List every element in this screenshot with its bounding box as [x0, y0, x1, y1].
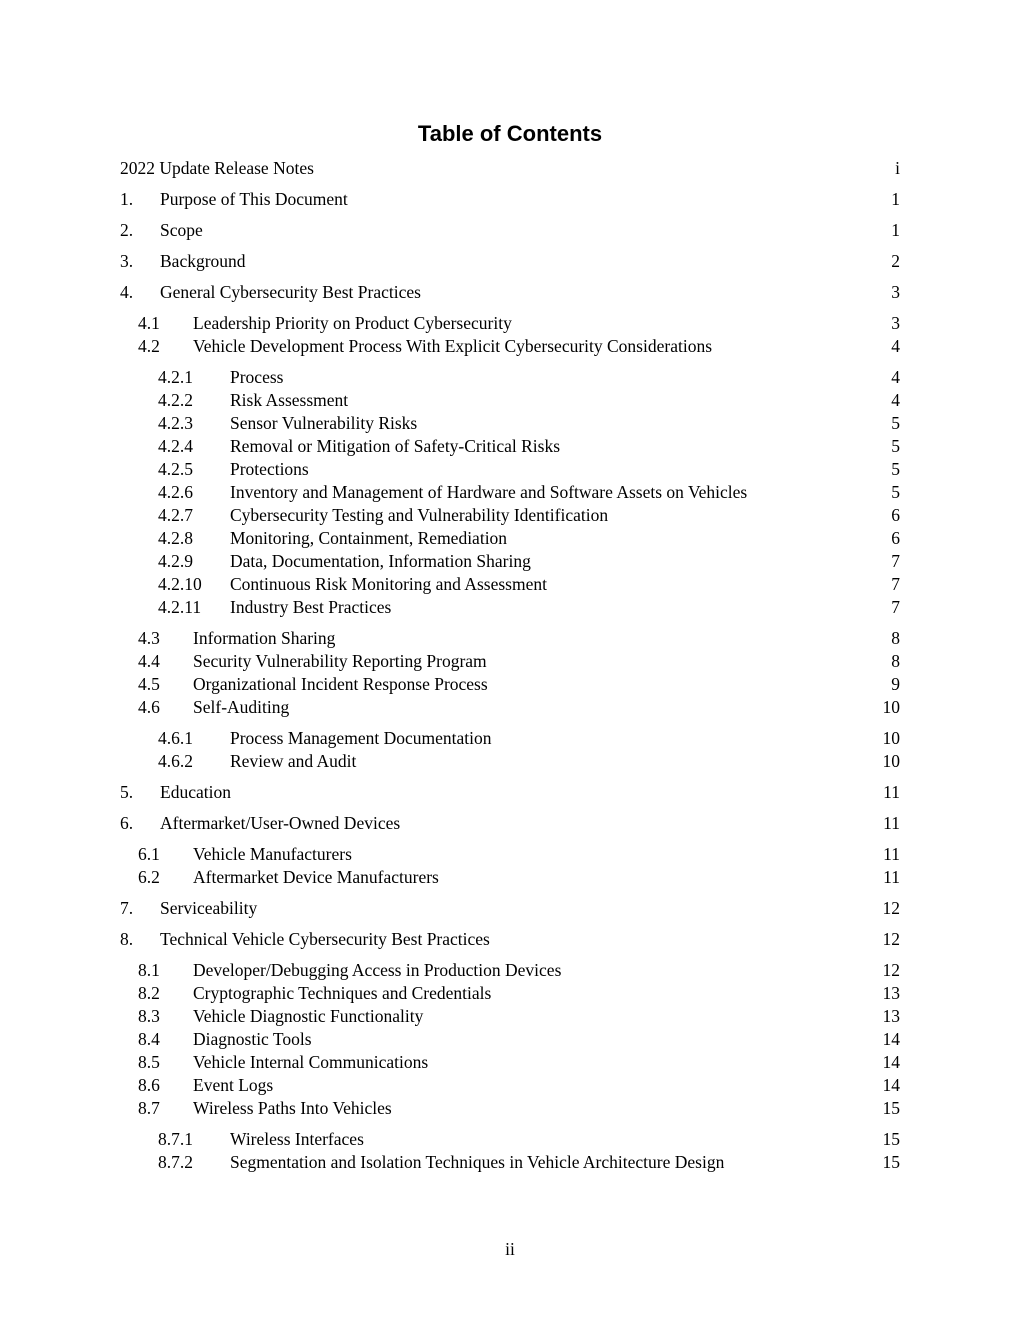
toc-entry-title: Vehicle Diagnostic Functionality	[193, 1006, 424, 1026]
toc-entry-number: 7.	[120, 898, 134, 918]
toc-entry[interactable]	[120, 1074, 900, 1097]
toc-entry-number: 4.5	[138, 674, 160, 694]
toc-entry-page: 7	[891, 574, 900, 594]
toc-entry-title: 2022 Update Release Notes	[120, 158, 314, 178]
toc-entry[interactable]	[120, 335, 900, 358]
toc-entry-title: General Cybersecurity Best Practices	[160, 282, 421, 302]
toc-entry-title: Serviceability	[160, 898, 258, 918]
toc-entry[interactable]	[120, 627, 900, 650]
toc-entry[interactable]	[120, 504, 900, 527]
toc-entry-page: 12	[882, 960, 900, 980]
toc-entry-title: Scope	[160, 220, 203, 240]
toc-entry[interactable]	[120, 435, 900, 458]
toc-entry-number: 8.7.1	[158, 1129, 193, 1149]
toc-entry-number: 4.2.11	[158, 597, 202, 617]
toc-entry-page: 14	[882, 1075, 900, 1095]
toc-entry[interactable]	[120, 312, 900, 335]
toc-entry[interactable]	[120, 157, 900, 180]
toc-entry-number: 3.	[120, 251, 134, 271]
toc-entry-page: 4	[891, 367, 900, 387]
toc-entry-title: Self-Auditing	[193, 697, 290, 717]
toc-entry[interactable]	[120, 219, 900, 242]
toc-entry-number: 8.4	[138, 1029, 160, 1049]
toc-entry-number: 4.2.4	[158, 436, 193, 456]
toc-entry-page: 8	[891, 628, 900, 648]
toc-entry-title: Aftermarket/User-Owned Devices	[160, 813, 401, 833]
page-number: ii	[505, 1239, 515, 1259]
toc-entry[interactable]	[120, 1151, 900, 1174]
toc-entry-number: 6.	[120, 813, 134, 833]
toc-entry-page: 7	[891, 551, 900, 571]
toc-entry-number: 4.2.6	[158, 482, 193, 502]
toc-entry-number: 8.	[120, 929, 134, 949]
toc-entry-page: 12	[882, 929, 900, 949]
toc-entry-number: 4.2.5	[158, 459, 193, 479]
toc-entry-number: 8.6	[138, 1075, 160, 1095]
toc-entry-title: Wireless Paths Into Vehicles	[193, 1098, 392, 1118]
toc-entry-number: 4.2.9	[158, 551, 193, 571]
toc-entry-number: 8.5	[138, 1052, 160, 1072]
toc-entry[interactable]	[120, 928, 900, 951]
toc-entry-title: Developer/Debugging Access in Production Devices	[193, 960, 562, 980]
toc-entry-page: 10	[882, 751, 900, 771]
toc-entry-title: Education	[160, 782, 231, 802]
toc-entry[interactable]	[120, 959, 900, 982]
toc-entry-title: Monitoring, Containment, Remediation	[230, 528, 508, 548]
toc-entry-page: 14	[882, 1052, 900, 1072]
toc-entry[interactable]	[120, 843, 900, 866]
toc-entry-title: Continuous Risk Monitoring and Assessment	[230, 574, 547, 594]
toc-entry-title: Vehicle Manufacturers	[193, 844, 352, 864]
toc-entry-number: 8.7	[138, 1098, 160, 1118]
toc-entry-page: 11	[883, 844, 900, 864]
toc-entry[interactable]	[120, 366, 900, 389]
toc-entry[interactable]	[120, 250, 900, 273]
toc-entry-number: 4.2	[138, 336, 160, 356]
toc-entry[interactable]	[120, 727, 900, 750]
toc-entry-number: 2.	[120, 220, 134, 240]
toc-entry-page: 5	[891, 436, 900, 456]
toc-entry[interactable]	[120, 982, 900, 1005]
page-title: Table of Contents	[417, 121, 603, 146]
toc-entry-title: Risk Assessment	[230, 390, 349, 410]
toc-entry[interactable]	[120, 1028, 900, 1051]
toc-entry-number: 4.2.1	[158, 367, 193, 387]
toc-entry-title: Process Management Documentation	[230, 728, 492, 748]
toc-entry[interactable]	[120, 781, 900, 804]
toc-entry-title: Technical Vehicle Cybersecurity Best Practices	[160, 929, 490, 949]
toc-entry-page: 4	[891, 336, 900, 356]
toc-entry-title: Sensor Vulnerability Risks	[230, 413, 418, 433]
toc-entry-page: 7	[891, 597, 900, 617]
toc-entry-title: Security Vulnerability Reporting Program	[193, 651, 487, 671]
toc-entry-page: 4	[891, 390, 900, 410]
toc-entry-number: 8.3	[138, 1006, 160, 1026]
toc-entry[interactable]	[120, 1128, 900, 1151]
toc-entry-number: 5.	[120, 782, 134, 802]
toc-entry-title: Background	[160, 251, 246, 271]
toc-entry-title: Vehicle Development Process With Explicit Cybersecurity Considerations	[193, 336, 713, 356]
toc-entry-number: 6.1	[138, 844, 160, 864]
toc-entry-page: 15	[882, 1152, 900, 1172]
toc-entry-page: 10	[882, 728, 900, 748]
toc-entry-title: Wireless Interfaces	[230, 1129, 364, 1149]
toc-entry-title: Leadership Priority on Product Cybersecurity	[193, 313, 512, 333]
toc-entry-title: Organizational Incident Response Process	[193, 674, 488, 694]
toc-entry[interactable]	[120, 389, 900, 412]
toc-entry-title: Aftermarket Device Manufacturers	[193, 867, 439, 887]
toc-entry-title: Review and Audit	[230, 751, 357, 771]
toc-entry-title: Data, Documentation, Information Sharing	[230, 551, 531, 571]
toc-entry-page: 6	[891, 505, 900, 525]
toc-entry-number: 4.2.3	[158, 413, 193, 433]
toc-entry-title: Cryptographic Techniques and Credentials	[193, 983, 492, 1003]
toc-entry[interactable]	[120, 897, 900, 920]
toc-entry[interactable]	[120, 481, 900, 504]
toc-entry[interactable]	[120, 1051, 900, 1074]
toc-entry-page: 2	[891, 251, 900, 271]
toc-entry[interactable]	[120, 812, 900, 835]
toc-entry-number: 1.	[120, 189, 134, 209]
toc-entry-number: 6.2	[138, 867, 160, 887]
toc-entry-number: 8.2	[138, 983, 160, 1003]
toc-entry-page: 13	[882, 1006, 900, 1026]
toc-entry-title: Vehicle Internal Communications	[193, 1052, 429, 1072]
toc-entry-page: 11	[883, 782, 900, 802]
toc-entry-page: 9	[891, 674, 900, 694]
toc-entry[interactable]	[120, 458, 900, 481]
toc-entry[interactable]	[120, 650, 900, 673]
toc-entry[interactable]	[120, 1005, 900, 1028]
toc-entry-number: 4.2.8	[158, 528, 193, 548]
toc-entry-title: Inventory and Management of Hardware and Software Assets on Vehicles	[230, 482, 748, 502]
toc-entry-number: 4.2.2	[158, 390, 193, 410]
toc-entry-number: 4.6.2	[158, 751, 193, 771]
toc-entry-number: 4.6.1	[158, 728, 193, 748]
toc-entry-number: 8.7.2	[158, 1152, 193, 1172]
toc-entry[interactable]	[120, 188, 900, 211]
toc-entry[interactable]	[120, 866, 900, 889]
toc-entry[interactable]	[120, 281, 900, 304]
toc-entry-page: 14	[882, 1029, 900, 1049]
toc-entry-title: Industry Best Practices	[230, 597, 392, 617]
toc-entry-number: 4.6	[138, 697, 160, 717]
toc-entry-title: Segmentation and Isolation Techniques in Vehicle Architecture Design	[230, 1152, 725, 1172]
toc-entry-title: Cybersecurity Testing and Vulnerability Identification	[230, 505, 609, 525]
toc-entry-page: 8	[891, 651, 900, 671]
toc-entry-number: 4.2.10	[158, 574, 202, 594]
toc-entry[interactable]	[120, 673, 900, 696]
toc-entry-title: Diagnostic Tools	[193, 1029, 312, 1049]
toc-entry-page: 12	[882, 898, 900, 918]
toc-entry-title: Process	[230, 367, 284, 387]
toc-entry-title: Event Logs	[193, 1075, 274, 1095]
toc-entry-page: 3	[891, 282, 900, 302]
toc-entry-title: Purpose of This Document	[160, 189, 348, 209]
toc-entry[interactable]	[120, 596, 900, 619]
toc-entry-title: Protections	[230, 459, 309, 479]
toc-entry[interactable]	[120, 696, 900, 719]
toc-entry-page: 13	[882, 983, 900, 1003]
toc-entry-number: 4.4	[138, 651, 160, 671]
toc-entry-number: 4.2.7	[158, 505, 193, 525]
toc-entry[interactable]	[120, 412, 900, 435]
toc-entry-page: 6	[891, 528, 900, 548]
toc-entry-number: 4.1	[138, 313, 160, 333]
toc-entry-page: 10	[882, 697, 900, 717]
toc-entry-page: 5	[891, 413, 900, 433]
toc-entry-page: 1	[891, 220, 900, 240]
toc-entry-page: i	[895, 158, 900, 178]
toc-entry-number: 8.1	[138, 960, 160, 980]
toc-entry[interactable]	[120, 550, 900, 573]
toc-entry-page: 11	[883, 867, 900, 887]
toc-entry[interactable]	[120, 527, 900, 550]
toc-entry-title: Information Sharing	[193, 628, 336, 648]
toc-entry-page: 5	[891, 482, 900, 502]
toc-entry-page: 11	[883, 813, 900, 833]
toc-entry[interactable]	[120, 573, 900, 596]
toc-entry-number: 4.3	[138, 628, 160, 648]
toc-entry-title: Removal or Mitigation of Safety-Critical Risks	[230, 436, 561, 456]
toc-entry-page: 1	[891, 189, 900, 209]
toc-entry-number: 4.	[120, 282, 134, 302]
toc-entry[interactable]	[120, 750, 900, 773]
toc-entry-page: 15	[882, 1098, 900, 1118]
toc-entry-page: 5	[891, 459, 900, 479]
toc-entry[interactable]	[120, 1097, 900, 1120]
toc-entry-page: 15	[882, 1129, 900, 1149]
table-of-contents	[120, 0, 900, 1320]
toc-entry-page: 3	[891, 313, 900, 333]
